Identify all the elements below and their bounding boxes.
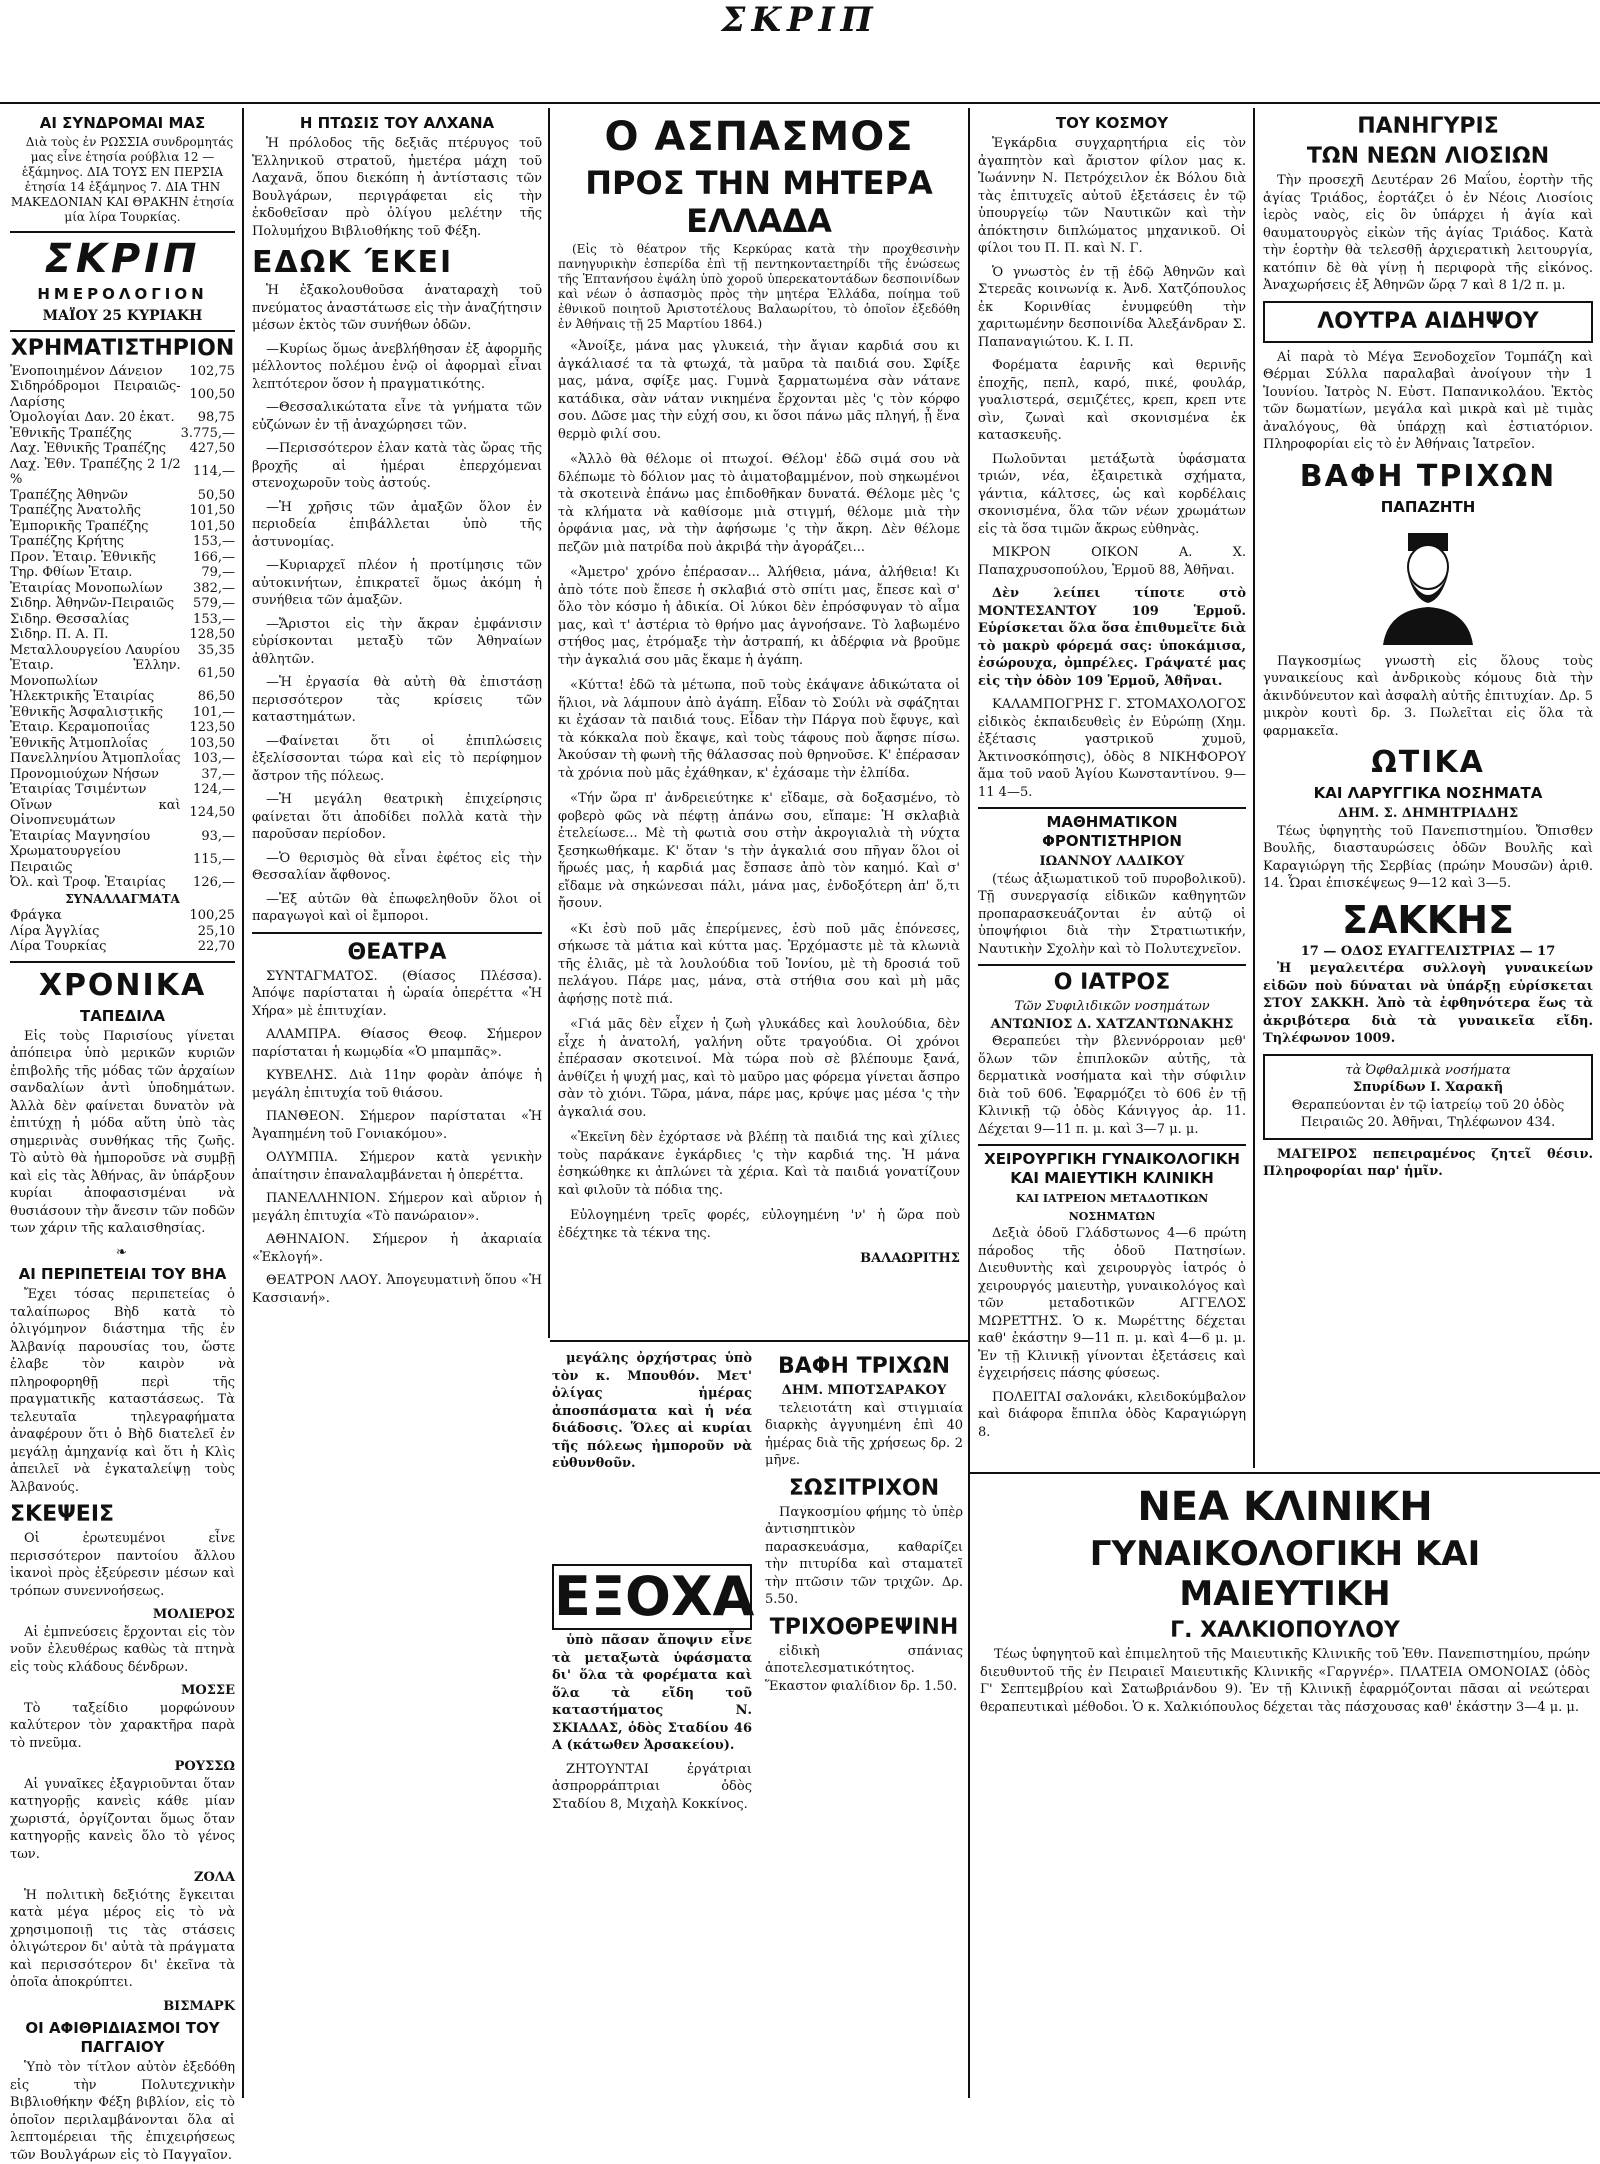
baths-heading: ΛΟΥΤΡΑ ΑΙΔΗΨΟΥ [1263,301,1593,343]
doctor-name: ΑΝΤΩΝΙΟΣ Δ. ΧΑΤΖΑΝΤΩΝΑΚΗΣ [990,1016,1234,1032]
theatre-entry: ΠΑΝΕΛΛΗΝΙΟΝ. Σήμερον καὶ αὔριον ἡ μεγάλη ἐπιτυχία «Τὸ πανώραιον». [252,1191,542,1224]
chronicle-text: Εἰς τοὺς Παρισίους γίνεται ἀπόπειρα ὑπὸ μερικῶν κυριῶν ἐπιβολῆς τῆς μόδας τῶν ἀρχαίων σανδαλίων ἀντὶ ὑποδημάτων. Ἀλλὰ δὲν φαίνεται δυνατὸν νὰ ἐπιτύχῃ ἡ μόδα αὕτη ὑπὸ τὰς σημερινὰς συνθήκας τῆς ζωῆς. Τὸ αὐτὸ θὰ ἠμποροῦσε νὰ συμβῇ καὶ εἰς τὰς Ἀθήνας, ἂν ὑπάρξουν κυρίαι ἀποφασισμέναι νὰ θυσιάσουν τὴν ἄνεσιν τῶν ποδῶν των χάριν τῆς καλαισθησίας. [10,1028,235,1236]
row-value: 166,— [193,549,235,565]
row-label: Οἴνων καὶ Οἰνοπνευμάτων [10,797,181,828]
new-clinic-block [980,1480,1590,2100]
separator: ❧ [116,1244,129,1260]
edok-paragraph: —Φαίνεται ὅτι οἱ ἐπιπλώσεις ἐξελίσσονται τώρα καὶ εἰς τὸ περίφημον ἄστρον τῆς πόλεως. [252,733,542,784]
exchange-row [10,612,235,628]
row-value: 35,35 [197,642,235,658]
shop-ad: Φορέματα ἐαρινῆς καὶ θερινῆς ἐποχῆς, πεπλ, καρό, πικέ, φουλάρ, γυαλιστερά, σεμιζέτες, κρεπ, κρεπ ντε σὶν, ζωναὶ καὶ σκονισμένα ἐκ κατασκευῆς. [978,358,1246,443]
trichothrepsini-heading: ΤΡΙΧΟΘΡΕΨΙΝΗ [769,1614,959,1640]
new-clinic-doctor: Γ. ΧΑΛΚΙΟΠΟΥΛΟΥ [1170,1618,1400,1643]
contract-row [10,939,235,955]
row-label: Ἑταιρ. Ἑλλην. Μονοπωλίων [10,658,181,689]
contracts-heading: ΣΥΝΑΛΛΑΓΜΑΤΑ [65,891,180,906]
row-label: Ἑταιρίας Τσιμέντων [10,782,147,797]
exchange-row [10,519,235,535]
row-value: 124,— [193,782,235,797]
exchange-row [10,379,235,410]
row-label: Σιδηρ. Θεσσαλίας [10,611,130,627]
exchange-row [10,441,235,457]
sakkis-heading: ΣΑΚΚΗΣ [1341,897,1515,942]
math-school-text: (τέως ἀξιωματικοῦ τοῦ πυροβολικοῦ). Τῇ συνεργασίᾳ εἰδικῶν καθηγητῶν προπαρασκευάζονται ἐν αὐτῷ οἱ ὑποψήφιοι διὰ τὴν Στρατιωτικήν, Ναυτικὴν Σχολὴν καὶ τὸ Πολυτεχνεῖον. [978,871,1246,957]
theatre-entry: ΑΘΗΝΑΙΟΝ. Σήμερον ἡ ἀκαριαία «Ἐκλογή». [252,1232,542,1265]
poem-title-line2: ΠΡΟΣ ΤΗΝ ΜΗΤΕΡΑ ΕΛΛΑΔΑ [585,164,933,240]
edok-paragraph: —Ἡ μεγάλη θεατρικὴ ἐπιχείρησις φαίνεται ὅτι ἀποδίδει πολλὰ κατὰ τὴν παροῦσαν περίοδον. [252,792,542,842]
row-value: 101,— [193,704,235,720]
exchange-row [10,782,235,798]
exchange-row [10,767,235,783]
poem-stanza: «Ἀμετρο' χρόνο ἐπέρασαν... Ἀλήθεια, μάνα, ἀλήθεια! Κι ἀπὸ τότε ποὺ ἔπεσε ἡ σκλαβιά στὸ σπίτι μας, ἔπεσε καὶ σ' ὅλο τὸν κόσμο ἡ ἀδικία. Οἱ λύκοι δὲν ἐπρόσφυγαν τὸ αἷμα μας, καὶ τ' ἀστέρια τὸ θρήνο μας ἀγνοήσανε. Τὸ λαβωμένο στήθος μας, ἐτρόμαξε τὴν ἀστραπή, κι ἀδέρφια νὰ βροῦμε τὴν ἀγκαλιά σου μᾶς ἔκαμε ἡ ἀγάπη. [558,565,960,668]
column-center [558,110,960,1340]
eye-box-text: Θεραπεύονται ἐν τῷ ἰατρείῳ τοῦ 20 ὁδὸς Πειραιῶς 20. Ἀθῆναι, Τηλέφωνον 434. [1291,1097,1565,1130]
exchange-row [10,829,235,845]
poem-stanza: Εὐλογημένη τρεῖς φορές, εὐλογημένη 'ν' ἡ ὥρα ποὺ ἐδέχτηκε τὰ τέκνα της. [558,1208,960,1241]
exocha-footer: ΖΗΤΟΥΝΤΑΙ ἐργάτριαι ἀσπρορράπτριαι ὁδὸς Σταδίου 8, Μιχαὴλ Κοκκίνος. [552,1761,752,1812]
dye-heading: ΒΑΦΗ ΤΡΙΧΩΝ [1299,458,1557,494]
theatre-entry: ΟΛΥΜΠΙΑ. Σήμερον κατὰ γενικὴν ἀπαίτησιν ἐπαναλαμβάνεται ἡ ὀπερέττα. [252,1150,542,1183]
shop-ad: Πωλοῦνται μετάξωτὰ ὑφάσματα τριών, νέα, ἐξαιρετικὰ σχήματα, γάντια, κάλτσες, ὡς καὶ κορδέλαις σκονισμένα, ὅλα τῶν νέων χρωμάτων εἰς τὰ ὅσα τιμῶν ἄκρως εὐθηνὰς. [978,451,1246,537]
row-label: Πανελληνίου Ἀτμοπλοΐας [10,751,181,766]
exchange-row [10,689,235,705]
poem-stanza: «Κύττα! ἐδῶ τὰ μέτωπα, ποῦ τοὺς ἐκάψανε ἀδικώτατα οἱ ἥλιοι, νὰ λάμπουν ἀπὸ ἀγάπη. Εἶδαν τὸ Σούλι νὰ σφάζηται κι ἐχάσαν τὰ παιδιά τους. Εἶδαν τὴν Πάργα ποὺ ἔφυγε, καὶ τὰ κόκκαλα ποὺ ἔκαψε, καὶ τοὺς τάφους ποὺ ἄφησε πίσω. Ἀκούσαν τὴ φωνὴ τῆς θάλασσας ποὺ θρηνοῦσε. Κ' ἐπέρασαν τὰ χρόνια ποὺ μᾶς ἐχάθηκαν, κ' ἐχάσαμε τὴν ἐλπίδα. [558,678,960,781]
row-value: 79,— [201,565,235,580]
calendar-date: ΜΑΪΟΥ 25 ΚΥΡΙΑΚΗ [42,308,203,324]
row-value: 22,70 [197,939,235,954]
exchange-row [10,457,235,488]
hair-ad-text: τελειοτάτη καὶ στιγμιαία διαρκὴς ἀγγυημένη ἐπὶ 40 ἡμέρας διὰ τῆς χρήσεως δρ. 2 μῆνε. [765,1400,963,1468]
thought-author: ΒΙΣΜΑΡΚ [163,1998,235,2014]
edok-paragraph: —Ἐξ αὐτῶν θὰ ἐπωφεληθοῦν ὅλοι οἱ παραγωγοὶ καὶ οἱ ἔμποροι. [252,891,542,924]
column-divider [968,108,970,2098]
peripeteiai-text: Ἔχει τόσας περιπετείας ὁ ταλαίπωρος Βὴδ κατὰ τὸ ὀλιγόμηνον διάστημα τῆς ἐν Ἀλβανίᾳ παρουσίας του, ὥστε ἐλαβε τὸν καιρὸν νὰ πληροφορηθῇ περὶ τῆς πραγματικῆς καταστάσεως. Τὰ τελευταῖα τηλεγραφήματα ἀναφέρουν ὅτι ὁ Βὴδ διατελεῖ ἐν μεγάλῃ ἀμηχανίᾳ καὶ ὅτι ἡ Κλὶς ἀπειλεῖ νὰ ἐγκαταλείψῃ τοὺς Ἀλβανούς. [10,1287,235,1495]
row-label: Τηρ. Φθίων Ἑταιρ. [10,565,133,580]
ent-doctor: ΔΗΜ. Σ. ΔΗΜΗΤΡΙΑΔΗΣ [1337,806,1519,821]
festival-text: Τὴν προσεχῆ Δευτέραν 26 Μαΐου, ἑορτὴν τῆς ἁγίας Τριάδος, ἑορτάζει ὁ ἐν Νέοις Λιοσίοις ἱερὸς ναὸς, εἰς ὃν ὑπάρχει ἡ ἀγία καὶ θαυματουργὸς εἰκὼν τῆς ἁγίας Τριάδος. Κατὰ τὴν ἑορτὴν θὰ τελεσθῇ ἀρχιερατικὴ λειτουργία, κατόπιν δὲ θὰ γίνῃ ἡ περιφορὰ τῆς εἰκόνος. Ἀναχωρήσεις ἐξ Ἀθηνῶν ὥρᾳ 7 καὶ 8 1/2 π. μ. [1263,173,1593,293]
eye-box-name: Σπυρίδων Ι. Χαρακῆ [1352,1080,1504,1095]
row-value: 579,— [193,596,235,611]
exocha-block [552,1560,755,2100]
skepseis-list [10,1530,235,2015]
exchange-row [10,736,235,752]
thought-text: Ἡ πολιτικὴ δεξιότης ἔγκειται κατὰ μέγα μέρος εἰς τὸ νὰ χρησιμοποιῇ τις τὰς στάσεις ὀλιγώτερον δι' αὐτὰ τὰ πράγματα καὶ περισσότερον δι' ἐκεῖνα τὰ ὁποῖα ἀποκρύπτει. [10,1887,235,1990]
row-label: Τραπέζης Ἀθηνῶν [10,487,129,503]
edok-paragraph: —Ἡ ἐργασία θὰ αὐτὴ θὰ ἐπιστάσῃ περισσότερον τὰς κρίσεις τῶν καταστημάτων. [252,675,542,725]
row-value: 86,50 [197,689,235,704]
row-value: 3.775,— [180,425,235,441]
furniture-ad: ΠΟΛΕΙΤΑΙ σαλονάκι, κλειδοκύμβαλον καὶ διάφορα ἔπιπλα ὁδὸς Καραγιώργη 8. [978,1389,1246,1440]
row-value: 100,25 [189,908,235,923]
row-value: 427,50 [189,441,235,456]
peripeteiai-heading: ΑΙ ΠΕΡΙΠΕΤΕΙΑΙ ΤΟΥ ΒΗΑ [18,1265,227,1283]
subscriptions-text: Διὰ τοὺς ἐν ΡΩΣΣΙΑ συνδρομητάς μας εἶνε ἐτησία ρούβλια 12 — ἑξάμηνος. ΔΙΑ ΤΟΥΣ ΕΝ ΠΕΡΣΙΑ ἐτησία 14 ἑξάμηνος 7. ΔΙΑ ΤΗΝ ΜΑΚΕΔΟΝΙΑΝ ΚΑΙ ΘΡΑΚΗΝ ἐτησία μία λίρα Τουρκίας. [10,135,235,224]
thought-text: Οἱ ἐρωτευμένοι εἶνε περισσότερον παντοίου ἄλλου ἱκανοὶ πρὸς ἐξεύρεσιν μέσων καὶ τρόπων συνεννοήσεως. [10,1531,235,1599]
exchange-row [10,798,235,829]
row-label: Προνομιούχων Νήσων [10,766,159,782]
row-value: 124,50 [189,805,235,821]
chronicle-heading: ΧΡΟΝΙΚΑ [38,967,207,1003]
row-label: Λαχ. Ἐθν. Τραπέζης 2 1/2 % [10,456,181,487]
row-label: Ἐθνικῆς Ἀτμοπλοΐας [10,735,148,751]
exocha-heading: ΕΞΟΧΑ [554,1565,755,1628]
theatre-entry: ΘΕΑΤΡΟΝ ΛΑΟΥ. Ἀπογευματινὴ ὅπου «Ἡ Κασσιανή». [252,1273,542,1306]
row-label: Λαχ. Ἐθνικῆς Τραπέζης [10,441,167,456]
contract-row [10,924,235,940]
dye-subheading: ΠΑΠΑΖΗΤΗ [1380,497,1476,516]
world-text-2: Ὁ γνωστὸς ἐν τῇ ἐδῷ Ἀθηνῶν καὶ Στερεᾶς κοινωνίᾳ κ. Ἀνδ. Χατζόπουλος ἐκ Κορινθίας ἐνυμφεύθη τὴν χαριτωμένην δεσποινίδα Ἀλεξάνδραν Σ. Παπαναγιώτου. Κ. Ι. Π. [978,264,1246,350]
row-label: Ἐνοποιημένον Δάνειον [10,363,163,379]
world-text: Ἐγκάρδια συγχαρητήρια εἰς τὸν ἀγαπητὸν καὶ ἄριστον φίλον μας κ. Ἰωάννην Ν. Πετρόχειλον ἐκ Βόλου διὰ τὰς ἐπιτυχεῖς αὐτοῦ ἐξετάσεις ἐν τῷ ὑπουργείῳ τῶν Ναυτικῶν καὶ τὴν ἀπόκτησιν διπλώματος μηχανικοῦ. Οἱ φίλοι του Π. Π. καὶ Ν. Γ. [978,136,1246,256]
shop-ad: ΜΙΚΡΟΝ ΟΙΚΟΝ Α. Χ. Παπαχρυσοπούλου, Ἑρμοῦ 88, Ἀθῆναι. [978,545,1246,578]
column-left [10,110,235,2163]
exchange-row [10,364,235,380]
cook-ad: ΜΑΓΕΙΡΟΣ πεπειραμένος ζητεῖ θέσιν. Πληροφορίαι παρ' ἡμῖν. [1263,1146,1593,1179]
contracts-table [10,908,235,955]
exchange-row [10,596,235,612]
trichothrepsini-text: εἰδικὴ σπάνιας ἀποτελεσματικότητος. Ἕκαστον φιαλίδιον δρ. 1.50. [765,1643,963,1694]
chronicle-subheading: ΤΑΠΕΔΙΛΑ [79,1006,166,1025]
contract-row [10,908,235,924]
row-label: Σιδηρ. Π. Α. Π. [10,627,109,642]
hair-ad-heading: ΒΑΦΗ ΤΡΙΧΩΝ [778,1354,950,1379]
thought-author: ΜΟΛΙΕΡΟΣ [152,1607,235,1622]
exchange-row [10,581,235,597]
edok-paragraph: —Κυρίως ὅμως ἀνεβλήθησαν ἐξ ἀφορμῆς μέλλοντος πολέμου ἐνῷ οἱ ἀφορμαὶ εἶναι λεπτότερον ὅσον ἡ πραγματικότης. [252,341,542,392]
row-label: Φράγκα [10,908,62,923]
exchange-row [10,658,235,689]
montesantos-ad: Δὲν λείπει τίποτε στὸ ΜΟΝΤΕΣΑΝΤΟΥ 109 Ἑρμοῦ. Εὑρίσκεται ὅλα ὅσα ἐπιθυμεῖτε διὰ τὸ μακρὺ φόρεμά σας: ὑποκάμισα, ἐσώρουχα, ὀμπρέλες. Γράψατέ μας εἰς τὴν ὁδὸν 109 Ἑρμοῦ, Ἀθῆναι. [978,586,1246,689]
row-label: Προν. Ἑταιρ. Ἐθνικῆς [10,549,156,565]
row-label: Χρωματουργείου Πειραιῶς [10,844,121,875]
row-value: 153,— [193,534,235,549]
poem-body [558,338,960,1242]
row-label: Σιδηρ. Ἀθηνῶν-Πειραιῶς [10,596,175,611]
clinic-subheading: ΚΑΙ ΙΑΤΡΕΙΟΝ ΜΕΤΑΔΟΤΙΚΩΝ ΝΟΣΗΜΑΤΩΝ [1015,1192,1209,1223]
thought-author: ΖΟΛΑ [194,1870,235,1885]
baths-text: Αἱ παρὰ τὸ Μέγα Ξενοδοχεῖον Τομπάζη καὶ Θέρμαι Σύλλα παραλαβαὶ ἀνοίγουν τὴν 1 Ἰουνίου. Ἰατρὸς Ν. Εὐστ. Παπανικολάου. Ἐκτὸς τῶν δωματίων, μεγάλα καὶ μικρὰ καὶ μὲ τιμὰς ἀναλόγους, θὰ ὑπάρχῃ καὶ ἐστιατόριον. Πληροφορίαι εἰς τὸ ἐν Ἀθήναις Ἱατρεῖον. [1263,349,1593,452]
column-divider [1253,108,1255,1468]
hair-products-block [765,1350,963,2100]
exocha-text: ὑπὸ πᾶσαν ἄποψιν εἶνε τὰ μεταξωτὰ ὑφάσματα δι' ὅλα τὰ φορέματα καὶ ὅλα τὰ εἴδη τοῦ καταστήματος Ν. ΣΚΙΑΔΑΣ, ὁδὸς Σταδίου 46 Α (κάτωθεν Ἀρσακείου). [552,1633,752,1753]
row-value: 126,— [193,875,235,890]
edok-paragraph: —Κυριαρχεῖ πλέον ἡ προτίμησις τῶν αὐτοκινήτων, ἐπικρατεῖ ὅμως ἀκόμη ἡ συνήθεια τῶν ἁμαξῶν. [252,558,542,608]
poem-stanza: «Ἀλλὸ θὰ θέλομε οἱ πτωχοί. Θέλομ' ἐδῶ σιμά σου νὰ δλέπωμε τὸ δόλιον μας τὸ ἀιματοβαμμένον, ποὺ σηκωμένοι τὰ σκοτεινὰ ἐπάνω μας ἐπιδοθῆκαν δυνατά. Θέλομε μὲς 'ς τὰ κλήματα νὰ καθίσομε μιὰ στιγμή, θέλομε μιὰ τὴν ὀρφάνια μας, νὰ τὴν ἀφήσωμε 'ς τὴν ἄκρη. Δὲν θέλομε πεζῶν μιὰ πατρίδα ποὺ ἀκριβά τὴν ἀγοράζει... [558,452,960,555]
theatre-heading: ΘΕΑΤΡΑ [347,939,447,965]
row-label: Ἠλεκτρικῆς Ἑταιρίας [10,689,155,704]
edok-paragraph: —Ὁ θερισμὸς θὰ εἶναι ἐφέτος εἰς τὴν Θεσσαλίαν ἄφθονος. [252,850,542,883]
poem-signature: ΒΑΛΑΩΡΙΤΗΣ [860,1251,960,1266]
clinic-text: Δεξιὰ ὁδοῦ Γλάδστωνος 4—6 πρώτη πάροδος τῆς ὁδοῦ Πατησίων. Διευθυντὴς καὶ χειρουργὸς ἰατρός ὁ χειρουργός μαιευτὴρ, γυναικολόγος καὶ τῶν μεταδοτικῶν ΑΓΓΕΛΟΣ ΜΩΡΕΤΤΗΣ. Ὁ κ. Μωρέττης δέχεται καθ' ἑκάστην 9—11 π. μ. καὶ 4—6 μ. μ. Ἐν τῇ Κλινικῇ γίνονται ἐξετάσεις καὶ ἐγχειρήσεις πάσης φύσεως. [978,1226,1246,1381]
column-divider [548,108,550,1338]
row-label: Λίρα Τουρκίας [10,939,107,954]
row-value: 102,75 [189,363,235,379]
doctor-text: Θεραπεύει τὴν βλεννόρροιαν μεθ' ὅλων τῶν ἐπιπλοκῶν αὐτῆς, τὰ δερματικὰ νοσήματα καὶ τὴν σύφιλιν διὰ τοῦ 606. Ἐφαρμόζει τὸ 606 ἐν τῇ Κλινικῇ τῷ ὁδὸς Κάνιγγος ἀρ. 11. Δέχεται 9—11 π. μ. καὶ 3—7 μ. μ. [978,1034,1246,1137]
exchange-row [10,751,235,767]
section-rule [550,1340,968,1342]
edok-paragraph: Ἡ ἐξακολουθοῦσα ἀναταραχὴ τοῦ πνεύματος ἀναστάτωσε εἰς τὴν ἀναζήτησιν μέσων ἐκτὸς τῶν συνήθων ὁδῶν. [252,283,542,333]
edok-paragraph: —Ἡ χρῆσις τῶν ἀμαξῶν ὅλον ἐν περιοδεία ἐπιβάλλεται ὑπὸ τῆς ἀστυνομίας. [252,499,542,550]
dye-text: Παγκοσμίως γνωστὴ εἰς ὅλους τοὺς γυναικείους καὶ ἀνδρικοὺς κόμους διὰ τὴν ἀκινδύνευτον καὶ ἀσφαλὴ αὐτῆς ἐπιτυχίαν. Δρ. 5 μικρὸν κουτὶ δρ. 3. Πωλεῖται εἰς ὅλα τὰ φαρμακεῖα. [1263,653,1593,739]
whistling-heading: ΟΙ ΑΦΙΘΡΙΔΙΑΣΜΟΙ ΤΟΥ ΠΑΓΓΑΙΟΥ [25,2019,220,2056]
eye-box-title: τὰ Ὀφθαλμικὰ νοσήματα [1345,1062,1511,1078]
theatre-listing [252,968,542,1308]
festival-heading-2: ΤΩΝ ΝΕΩΝ ΛΙΟΣΙΩΝ [1306,144,1550,169]
poem-intro: (Εἰς τὸ θέατρον τῆς Κερκύρας κατὰ τὴν προχθεσινὴν πανηγυρικὴν ἑσπερίδα ἐπὶ τῇ πεντηκονταετηρίδι τῆς ἑνώσεως τῆς Ἑπτανήσου ἐψάλη ὑπὸ χοροῦ ὑπερεκατοντάδων δεσποινίδων καὶ νέων ὁ ἀσπασμὸς πρὸς τὴν μητέρα Ἑλλάδα, ποίημα τοῦ ἐθνικοῦ ποιητοῦ Ἀριστοτέλους Βαλαωρίτου, τὸ ὁποῖον ἐξεδόθη ἐν Ἀθήναις τῇ 25 Μαρτίου 1864.) [558,242,960,331]
poem-title-line1: Ο ΑΣΠΑΣΜΟΣ [604,114,914,160]
poem-stanza: «Κι ἐσὺ ποῦ μᾶς ἐπερίμενες, ἐσὺ ποῦ μᾶς ἐπόνεσες, σήκωσε τὰ μάτια καὶ κύττα μας. Ἐρχόμαστε μὲ τὰ κλωνιὰ τῆς ἐλιᾶς, μὲ τὰ λουλούδια τοῦ Ἰονίου, μὲ τὴ δροσιά τοῦ πελάγου. Πάρε μας, μάνα, στὰ στήθια σου καὶ μὴ μᾶς ἀφήσῃς ποτὲ πιά. [558,921,960,1007]
row-value: 100,50 [189,386,235,402]
exchange-heading: ΧΡΗΜΑΤΙΣΤΗΡΙΟΝ [10,335,235,361]
row-value: 25,10 [197,923,235,939]
doctor-heading: Ο ΙΑΤΡΟΣ [1053,970,1171,995]
paper-name: ΣΚΡΙΠ [44,236,201,282]
column-second [252,110,542,2100]
row-label: Ἑταιρ. Κεραμοποιΐας [10,720,150,735]
row-label: Μεταλλουργείου Λαυρίου [10,642,180,658]
sositrichon-text: Παγκοσμίου φήμης τὸ ὑπὲρ ἀντισηπτικὸν παρασκευάσμα, καθαρίζει τὴν πιτυρίδα καὶ σταματεῖ τὴν πτῶσιν τῶν τριχῶν. Δρ. 5.50. [765,1504,963,1607]
whistling-text: Ὑπὸ τὸν τίτλον αὐτὸν ἐξεδόθη εἰς τὴν Πολυτεχνικὴν Βιβλιοθήκην Φέξη βιβλίον, εἰς τὸ ὁποῖον περιλαμβάνονται ὅλα αἱ λεπτομέρειαι τῆς ἐπιχειρήσεως τῶν Βουλγάρων εἰς τὸ Παγγαῖον. [10,2060,235,2163]
row-label: Σιδηρόδρομοι Πειραιῶς-Λαρίσης [10,379,181,410]
doctor-specialty: Τῶν Συφιλιδικῶν νοσημάτων [1014,999,1210,1014]
theatre-entry: ΑΛΑΜΠΡΑ. Θίασος Θεοφ. Σήμερον παρίσταται ἡ κωμῳδία «Ὁ μπαμπᾶς». [252,1027,542,1060]
man-portrait-illustration [1363,525,1493,645]
exchange-row [10,565,235,581]
sakkis-text: Ἡ μεγαλειτέρα συλλογὴ γυναικείων εἰδῶν ποὺ δύναται νὰ ὑπάρξῃ εὑρίσκεται ΣΤΟΥ ΣΑΚΚΗ. Ἀπὸ τὰ ἐφθηνότερα ἕως τὰ ἀκριβότερα διὰ τὰ γυναικεῖα εἴδη. Τηλέφωνον 1009. [1263,961,1593,1046]
row-value: 93,— [201,828,235,844]
edok-paragraph: —Ἄριστοι εἰς τὴν ἄκραν ἐμφάνισιν εὑρίσκονται μεταξὺ τῶν Ἀθηναίων ἀθλητῶν. [252,616,542,667]
theatre-entry: ΣΥΝΤΑΓΜΑΤΟΣ. (Θίασος Πλέσσα). Ἀπόψε παρίσταται ἡ ὡραία ὀπερέττα «Ἡ Χήρα» μὲ ἐπιτυχίαν. [252,968,542,1019]
eye-doctor-box [1263,1054,1593,1140]
thought-text: Αἱ γυναῖκες ἐξαγριοῦνται ὅταν κατηγορῇς κανεὶς κάθε μίαν χωριστά, ὀργίζονται ὅμως ὅταν κατηγορῇς κανεὶς ὅλο τὸ γένος των. [10,1776,235,1862]
ent-heading: ΩΤΙΚΑ [1371,745,1485,780]
column-divider [242,108,244,2098]
sositrichon-heading: ΣΩΣΙΤΡΙΧΟΝ [788,1475,940,1501]
poem-stanza: «Ἐκεῖνη δὲν ἐχόρτασε νὰ βλέπῃ τὰ παιδιά της καὶ χίλιες τοὺς παράκανε ἐγκάρδιες 'ς τὴν καρδιά της. Ἡ μάνα ἐσηκώθηκε κι ἁπλώνει τὰ χέρια. Καὶ τὰ παιδιά γονατίζουν καὶ φιλοῦν τὰ πόδια της. [558,1130,960,1198]
masthead-rule [0,102,1600,104]
exchange-row [10,627,235,643]
ent-text: Τέως ὑφηγητὴς τοῦ Πανεπιστημίου. Ὄπισθεν Βουλῆς, διασταυρώσεις ὁδῶν Βουλῆς καὶ Καραγιώργη τῆς Σερβίας (πρώην Μουσῶν) ἀριθ. 14. Ὧραι ἐπισκέψεως 9—12 καὶ 3—5. [1263,823,1593,891]
row-value: 115,— [193,851,235,867]
subscriptions-heading: ΑΙ ΣΥΝΔΡΟΜΑΙ ΜΑΣ [39,114,206,132]
ent-subheading: ΚΑΙ ΛΑΡΥΓΓΙΚΑ ΝΟΣΗΜΑΤΑ [1313,784,1543,802]
row-value: 153,— [193,611,235,627]
skepseis-heading: ΣΚΕΨΕΙΣ [10,1502,115,1527]
exchange-table [10,364,235,891]
thought-author: ΡΟΥΣΣΩ [174,1759,235,1774]
exchange-row [10,503,235,519]
exchange-row [10,875,235,891]
theatre-entry: ΚΥΒΕΛΗΣ. Διὰ 11ην φορὰν ἀπόψε ἡ μεγάλη ἐπιτυχία τοῦ θιάσου. [252,1068,542,1101]
exchange-row [10,426,235,442]
exchange-row [10,410,235,426]
row-value: 50,50 [197,487,235,503]
row-value: 103,50 [189,735,235,751]
row-value: 123,50 [189,720,235,735]
thought-text: Τὸ ταξείδιο μορφώνουν καλύτερον τὸν χαρακτῆρα παρὰ τὸ πνεῦμα. [10,1700,235,1751]
row-label: Ὀλ. καὶ Τροφ. Ἑταιρίας [10,875,166,890]
exchange-row [10,550,235,566]
new-clinic-heading-2: ΓΥΝΑΙΚΟΛΟΓΙΚΗ ΚΑΙ ΜΑΙΕΥΤΙΚΗ [1089,1534,1481,1614]
hair-ad-sub: ΔΗΜ. ΜΠΟΤΣΑΡΑΚΟΥ [781,1383,947,1398]
math-school-heading: ΜΑΘΗΜΑΤΙΚΟΝ ΦΡΟΝΤΙΣΤΗΡΙΟΝ [1042,813,1182,850]
edok-paragraph: —Θεσσαλικώτατα εἶνε τὰ γνήματα τῶν εὐζώνων ἐν τῇ ἀναχώρησει τῶν. [252,400,542,433]
fall-text: Ἡ πρόλοδος τῆς δεξιᾶς πτέρυγος τοῦ Ἑλληνικοῦ στρατοῦ, ἡμετέρα μάχη τοῦ Λαχανᾶ, ὅπου διεκόπη ἡ ἀντίστασις τῶν Βουλγάρων, περιγράφεται εἰς τὴν ἐκδοθεῖσαν πρὸ ὀλίγου μελέτην τῆς Πολυμήχου Βιβλιοθήκης τοῦ Φέξη. [252,136,542,239]
thought-author: ΜΟΣΣΕ [180,1683,235,1698]
masthead: ΣΚΡΙΠ [721,0,879,40]
exchange-row [10,643,235,659]
exchange-row [10,705,235,721]
row-value: 61,50 [197,665,235,681]
exchange-row [10,844,235,875]
edok-paragraphs [252,282,542,926]
edok-paragraph: —Περισσότερον ἐλαν κατὰ τὰς ὥρας τῆς βροχῆς αἱ ἡμέραι ἐπερχόμεναι στενοχωροῦν τοὺς ἀστούς. [252,441,542,491]
world-heading: ΤΟΥ ΚΟΣΜΟΥ [1055,114,1169,132]
row-label: Ἐμπορικῆς Τραπέζης [10,518,149,534]
row-label: Ἑταιρίας Μαγνησίου [10,828,151,844]
exchange-row [10,720,235,736]
clinic-heading: ΧΕΙΡΟΥΡΓΙΚΗ ΓΥΝΑΙΚΟΛΟΓΙΚΗ ΚΑΙ ΜΑΙΕΥΤΙΚΗ ΚΛΙΝΙΚΗ [984,1150,1240,1187]
exchange-row [10,488,235,504]
section-rule [970,1472,1600,1474]
row-label: Τραπέζης Κρήτης [10,534,125,549]
sakkis-address: 17 — ΟΔΟΣ ΕΥΑΓΓΕΛΙΣΤΡΙΑΣ — 17 [1300,943,1556,959]
row-value: 382,— [193,580,235,596]
row-label: Ἐθνικῆς Τραπέζης [10,425,132,441]
exchange-row [10,534,235,550]
row-label: Τραπέζης Ἀνατολῆς [10,503,142,518]
row-label: Ἑταιρίας Μονοπωλίων [10,580,163,596]
math-school-name: ΙΩΑΝΝΟΥ ΛΑΔΙΚΟΥ [1039,854,1185,869]
theatre-entry: ΠΑΝΘΕΟΝ. Σήμερον παρίσταται «Ἡ Ἀγαπημένη τοῦ Γονιακόμου». [252,1109,542,1142]
row-value: 101,50 [189,503,235,518]
notice-text: μεγάλης ὀρχήστρας ὑπὸ τὸν κ. Μπουθόν. Μετ' ὀλίγας ἡμέρας ἀποσπάσματα καὶ ἡ νέα διάδοσις. Ὅλες αἱ κυρίαι τῆς πόλεως ἠμποροῦν νὰ εὐθυνθοῦν. [552,1351,752,1471]
stomach-doctor-ad: ΚΑΛΑΜΠΟΓΡΗΣ Γ. ΣΤΟΜΑΧΟΛΟΓΟΣ εἰδικὸς ἐκπαιδευθεὶς ἐν Εὐρώπῃ (Χημ. ἐξέτασις γαστρικοῦ χυμοῦ, Ἀκτινοσκόπησις), ὁδὸς 8 ΝΙΚΗΦΟΡΟΥ ἅμα τοῦ ναοῦ Ἁγίου Κωνσταντίνου. 9—11 4—5. [978,697,1246,800]
new-clinic-heading: ΝΕΑ ΚΛΙΝΙΚΗ [1137,1484,1433,1530]
festival-heading: ΠΑΝΗΓΥΡΙΣ [1357,114,1499,139]
calendar-heading: ΗΜΕΡΟΛΟΓΙΟΝ [37,285,208,303]
row-value: 98,75 [197,410,235,425]
poem-stanza: «Τήν ὥρα π' ἀνδρειεύτηκε κ' εἴδαμε, σὰ δοξασμένο, τὸ φοβερὸ φῶς νὰ πέφτῃ ἀπάνω σου, εἴπαμε: Ἡ σκλαβιὰ ἐτελείωσε... Μὲ τὴ φωτιὰ σου στὴν ἀκρογιαλιὰ τὴ νύχτα ξεσηκωθήκαμε. Κ' ὅταν 's τὴν ἀγκαλιά σου πῆγαν ὅλοι οἱ ἥρωές μας, ἡ καρδιά μας ἔσπασε ἀπὸ τὸν καημό. Καὶ σ' εἴδαμε νὰ σηκώνεσαι πάλι, μάνα μας, ἐνδοξότερη ἀπ' ὅ,τι ἤσουν. [558,791,960,911]
column-right [1263,110,1593,1470]
thought-text: Αἱ ἐμπνεύσεις ἔρχονται εἰς τὸν νοῦν ἐλευθέρως καθὼς τὰ πτηνὰ εἰς τοὺς κλάδους δένδρων. [10,1624,235,1675]
row-label: Λίρα Ἀγγλίας [10,923,100,939]
poem-stanza: «Γιά μᾶς δὲν εἶχεν ἡ ζωὴ γλυκάδες καὶ λουλούδια, δὲν εἶχε ἡ ἀνατολή, γαλήνη οὔτε τραγούδια. Οἱ χρόνοι ἐπέρασαν σκοτεινοί. Μὰ τώρα ποὺ σὲ βλέπουμε ξανά, ἀνθίζει ἡ ψυχή μας, καὶ τὸ μαῦρο μας φόρεμα γίνεται ἄσπρο σὰν τὸ χιόνι. Τῶρα, μάνα, πάρε μας, κρύψε μας μέσα 'ς τὴν ἀγκαλιά σου. [558,1017,960,1120]
edok-heading: ΕΔΩΚ ΈΚΕΙ [252,245,454,280]
shop-ads [978,357,1246,579]
row-value: 101,50 [189,518,235,534]
row-value: 37,— [201,766,235,782]
row-value: 103,— [193,751,235,766]
row-value: 128,50 [189,627,235,642]
new-clinic-text: Τέως ὑφηγητοῦ καὶ ἐπιμελητοῦ τῆς Μαιευτικῆς Κλινικῆς τοῦ Ἐθν. Πανεπιστημίου, πρώην διευθυντοῦ τῆς ἐν Πειραιεῖ Μαιευτικῆς Κλινικῆς «Γαργνέρ». ΠΛΑΤΕΙΑ ΟΜΟΝΟΙΑΣ (ὁδὸς Γ' Σεπτεμβρίου καὶ Σατωβριάνδου 9). Ἐν τῇ Κλινικῇ ἐφαρμόζονται πᾶσαι αἱ νεώτεραι θεραπευτικαὶ μέθοδοι. Ὁ κ. Χαλκιόπουλος δέχεται τὰς πάσχουσας καθ' ἑκάστην 3—4 μ. μ. [980,1647,1590,1715]
fall-heading: Η ΠΤΩΣΙΣ ΤΟΥ ΑΛΧΑΝΑ [299,114,495,132]
row-value: 114,— [193,464,235,480]
poem-stanza: «Ἀνοίξε, μάνα μας γλυκειά, τὴν ἄγιαν καρδιά σου κι ἀγκάλιασέ τα τὰ φτωχά, τὰ μαῦρα τὰ παιδιά σου. Σφίξε μας, μάνα, σφίξε μας. Γυμνὰ ξαρματωμένα σὰν νάτανε κατάδικα, σὰν νάταν νικημένα ἔρχονται μὲς 'ς τὸν κόρφο σου. Δῶσε μας τὴν εὐχή σου, κι ὅσοι πάνω μᾶς πληγή, ᾖ ἕνα θερμὸ φιλί σου. [558,339,960,442]
row-label: Ὁμολογίαι Δαν. 20 ἑκατ. [10,410,175,425]
row-label: Ἐθνικῆς Ἀσφαλιστικῆς [10,704,164,720]
